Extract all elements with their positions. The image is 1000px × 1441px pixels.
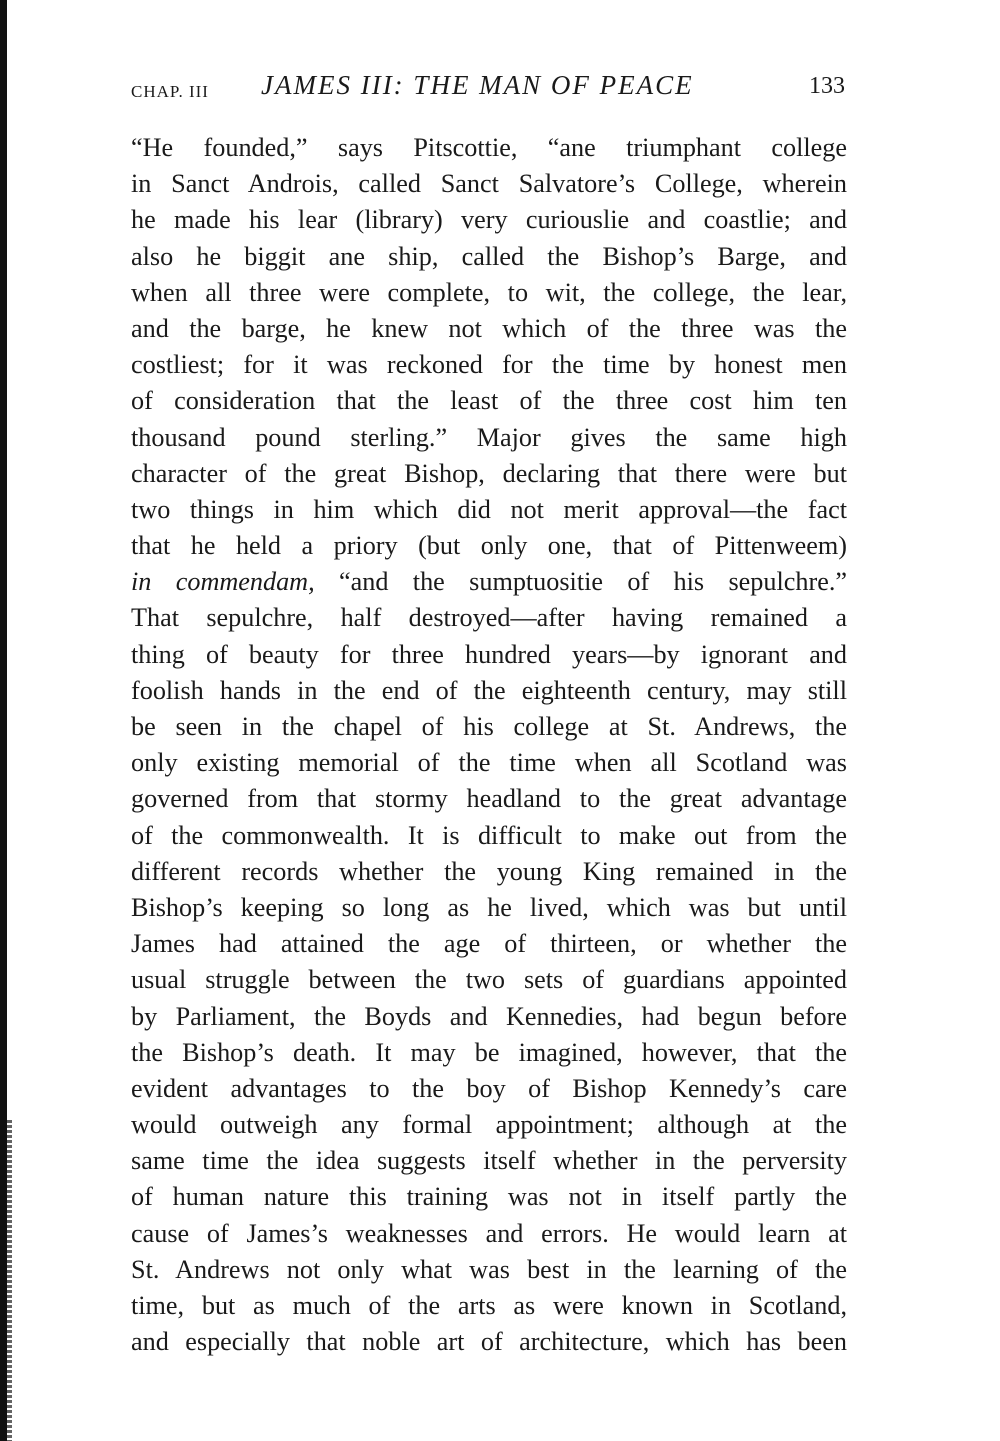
text-segment: two things in him which did not merit approval—the fact: [131, 494, 847, 524]
text-line: [131, 673, 847, 709]
text-line: [131, 709, 847, 745]
text-segment: different records whether the young King remained in the: [131, 856, 847, 886]
text-segment: he made his lear (library) very curiouslie and coastlie; and: [131, 205, 847, 235]
text-line: [131, 564, 847, 600]
text-segment: thousand pound sterling.” Major gives the same high: [131, 422, 847, 452]
text-line: [131, 781, 847, 817]
text-segment: when all three were complete, to wit, the college, the lear,: [131, 277, 847, 307]
text-segment: foolish hands in the end of the eighteenth century, may still: [131, 675, 847, 705]
body-text: [131, 130, 847, 1360]
text-line: [131, 926, 847, 962]
text-segment: would outweigh any formal appointment; although at the: [131, 1110, 847, 1140]
text-line: [131, 1143, 847, 1179]
text-segment: also he biggit ane ship, called the Bishop’s Barge, and: [131, 241, 847, 271]
text-line: [131, 818, 847, 854]
text-line: [131, 202, 847, 238]
text-line: [131, 1071, 847, 1107]
text-line: [131, 999, 847, 1035]
text-segment: that he held a priory (but only one, that of Pittenweem): [131, 531, 847, 561]
text-segment: be seen in the chapel of his college at St. Andrews, the: [131, 712, 847, 741]
text-line: [131, 275, 847, 311]
text-line: [131, 456, 847, 492]
text-segment: James had attained the age of thirteen, or whether the: [131, 929, 847, 959]
running-title: JAMES III: THE MAN OF PEACE: [261, 70, 694, 100]
text-segment: governed from that stormy headland to the great advantage: [131, 784, 847, 814]
text-segment: by Parliament, the Boyds and Kennedies, had begun before: [131, 1001, 847, 1031]
text-line: [131, 637, 847, 673]
text-segment: of consideration that the least of the three cost him ten: [131, 386, 847, 416]
text-segment: of the commonwealth. It is difficult to make out from the: [131, 820, 847, 850]
text-segment: St. Andrews not only what was best in the learning of the: [131, 1254, 847, 1284]
text-line: [131, 311, 847, 347]
text-line: [131, 347, 847, 383]
text-segment: time, but as much of the arts as were known in Scotland,: [131, 1291, 847, 1320]
binding-shadow: [7, 1120, 12, 1441]
text-line: [131, 890, 847, 926]
text-line: [131, 1216, 847, 1252]
text-segment: only existing memorial of the time when all Scotland was: [131, 748, 847, 778]
text-segment: in Sanct Androis, called Sanct Salvatore’s College, wherein: [131, 169, 847, 199]
text-segment: “and the sumptuositie of his sepulchre.”: [314, 567, 847, 597]
page-number: 133: [809, 73, 845, 99]
text-line: [131, 600, 847, 636]
text-line: [131, 1252, 847, 1288]
text-segment: costliest; for it was reckoned for the time by honest men: [131, 350, 847, 380]
text-segment: character of the great Bishop, declaring that there were but: [131, 458, 847, 488]
text-segment: cause of James’s weaknesses and errors. He would learn at: [131, 1218, 847, 1248]
text-segment: of human nature this training was not in itself partly the: [131, 1182, 847, 1212]
italic-phrase: in commendam,: [131, 567, 315, 597]
text-segment: That sepulchre, half destroyed—after having remained a: [131, 603, 847, 633]
text-line: [131, 1107, 847, 1143]
text-line: [131, 854, 847, 890]
text-segment: “He founded,” says Pitscottie, “ane triumphant college: [131, 133, 847, 162]
text-line: [131, 962, 847, 998]
binding-edge: [0, 0, 7, 1441]
text-line: [131, 130, 847, 166]
text-line: [131, 1035, 847, 1071]
text-segment: same time the idea suggests itself whether in the perversity: [131, 1146, 847, 1176]
text-segment: evident advantages to the boy of Bishop Kennedy’s care: [131, 1073, 847, 1103]
text-line: [131, 420, 847, 456]
chapter-label: CHAP. III: [131, 82, 209, 101]
text-segment: the Bishop’s death. It may be imagined, however, that the: [131, 1037, 847, 1067]
text-segment: and especially that noble art of architecture, which has been: [131, 1327, 847, 1357]
text-segment: and the barge, he knew not which of the three was the: [131, 313, 847, 343]
text-line: [131, 528, 847, 564]
running-head: [131, 70, 847, 106]
text-line: [131, 166, 847, 202]
text-line: [131, 745, 847, 781]
text-line: [131, 239, 847, 275]
text-line: [131, 1179, 847, 1215]
text-segment: Bishop’s keeping so long as he lived, which was but until: [131, 892, 847, 922]
text-segment: thing of beauty for three hundred years—by ignorant and: [131, 639, 847, 669]
text-segment: usual struggle between the two sets of guardians appointed: [131, 965, 847, 995]
text-line: [131, 1324, 847, 1360]
text-line: [131, 1288, 847, 1324]
text-line: [131, 383, 847, 419]
text-line: [131, 492, 847, 528]
